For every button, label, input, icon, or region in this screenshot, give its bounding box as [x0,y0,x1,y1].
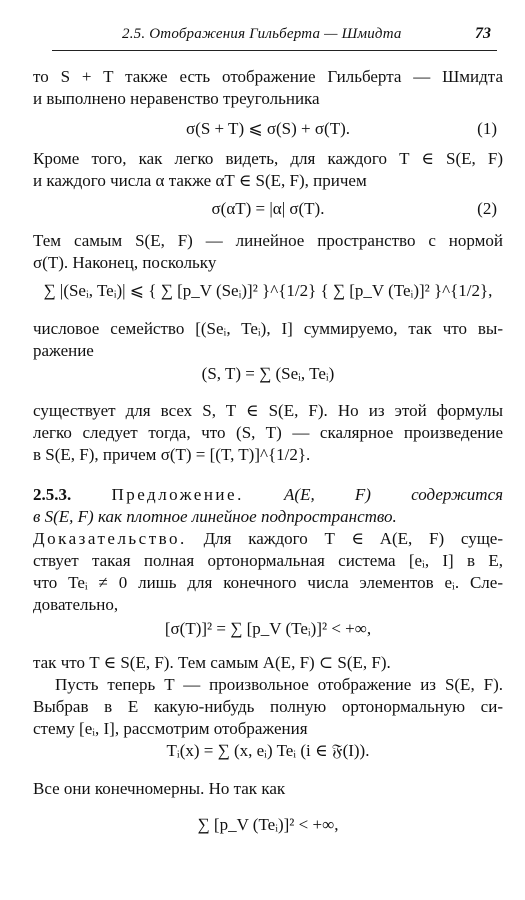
text-line [33,528,503,550]
text-line: то S + T также есть отображение Гильберта — Шмидта [33,67,503,86]
running-header [52,24,497,51]
paragraph-1 [33,66,503,110]
paragraph-4 [33,318,503,362]
paragraph-5 [33,400,503,466]
formula-body: (S, T) = ∑ (Seᵢ, Teᵢ) [201,364,335,383]
formula-2 [33,198,503,220]
text-line: в S(E, F) как плотное линейное подпространство. [33,507,397,526]
paragraph-6 [33,652,503,740]
text-line: и каждого числа α также αT ∈ S(E, F), причем [33,171,367,190]
text-line: стему [eᵢ, I], рассмотрим отображения [33,719,308,738]
text-line [33,484,503,506]
formula-body: [σ(T)]² = ∑ [p_V (Teᵢ)]² < +∞, [164,619,372,638]
paragraph-3 [33,230,503,274]
paragraph-7 [33,778,503,800]
text-line: Выбрав в E какую-нибудь полную ортонормальную си- [33,697,503,716]
text-line: и выполнено неравенство треугольника [33,89,320,108]
proposition-2-5-3 [33,484,503,528]
paragraph-2 [33,148,503,192]
formula-3 [33,280,503,302]
formula-7 [33,814,503,836]
formula-body: ∑ [p_V (Teᵢ)]² < +∞, [197,815,339,834]
text-line: Кроме того, как легко видеть, для каждого T ∈ S(E, F) [33,149,503,168]
text-line: довательно, [33,595,119,614]
formula-body: ∑ |(Seᵢ, Teᵢ)| ⩽ { ∑ [p_V (Seᵢ)]² }^{1/2} { ∑ [p_V (Teᵢ)]² }^{1/2}, [43,281,493,300]
proposition-label: Предложение. [111,485,244,504]
formula-1 [33,118,503,140]
formula-body: Tᵢ(x) = ∑ (x, eᵢ) Teᵢ (i ∈ 𝔉(I)). [166,741,370,760]
formula-4 [33,363,503,385]
proof-label: Доказательство. [33,529,187,548]
formula-5 [33,618,503,640]
formula-body: σ(S + T) ⩽ σ(S) + σ(T). [186,119,350,138]
proof-paragraph [33,528,503,616]
text-line: что Teᵢ ≠ 0 лишь для конечного числа элементов eᵢ. Сле- [33,573,503,592]
text-line: так что T ∈ S(E, F). Тем самым A(E, F) ⊂ S(E, F). [33,653,391,672]
page-number: 73 [475,25,491,42]
header-title: 2.5. Отображения Гильберта — Шмидта [122,26,402,42]
text-line: Пусть теперь T — произвольное отображение из S(E, F). [55,675,503,694]
text-line: Тем самым S(E, F) — линейное пространство с нормой [33,231,503,250]
equation-number: (1) [477,119,497,138]
text-line: ствует такая полная ортонормальная система [eᵢ, I] в E, [33,551,503,570]
proposition-number: 2.5.3. [33,485,72,504]
text-line: существует для всех S, T ∈ S(E, F). Но из этой формулы [33,401,503,420]
text-line: σ(T). Наконец, поскольку [33,253,217,272]
proof-text: Для каждого T ∈ A(E, F) суще- [203,529,504,548]
text-line: ражение [33,341,94,360]
text-line: Все они конечномерны. Но так как [33,779,286,798]
text-line: числовое семейство [(Seᵢ, Teᵢ), I] суммируемо, так что вы- [33,319,503,338]
proposition-text: A(E, F) содержится [284,485,504,504]
formula-body: σ(αT) = |α| σ(T). [211,199,325,218]
text-line: легко следует тогда, что (S, T) — скалярное произведение [33,423,503,442]
equation-number: (2) [477,199,497,218]
formula-6 [33,740,503,762]
text-line: в S(E, F), причем σ(T) = [(T, T)]^{1/2}. [33,445,311,464]
